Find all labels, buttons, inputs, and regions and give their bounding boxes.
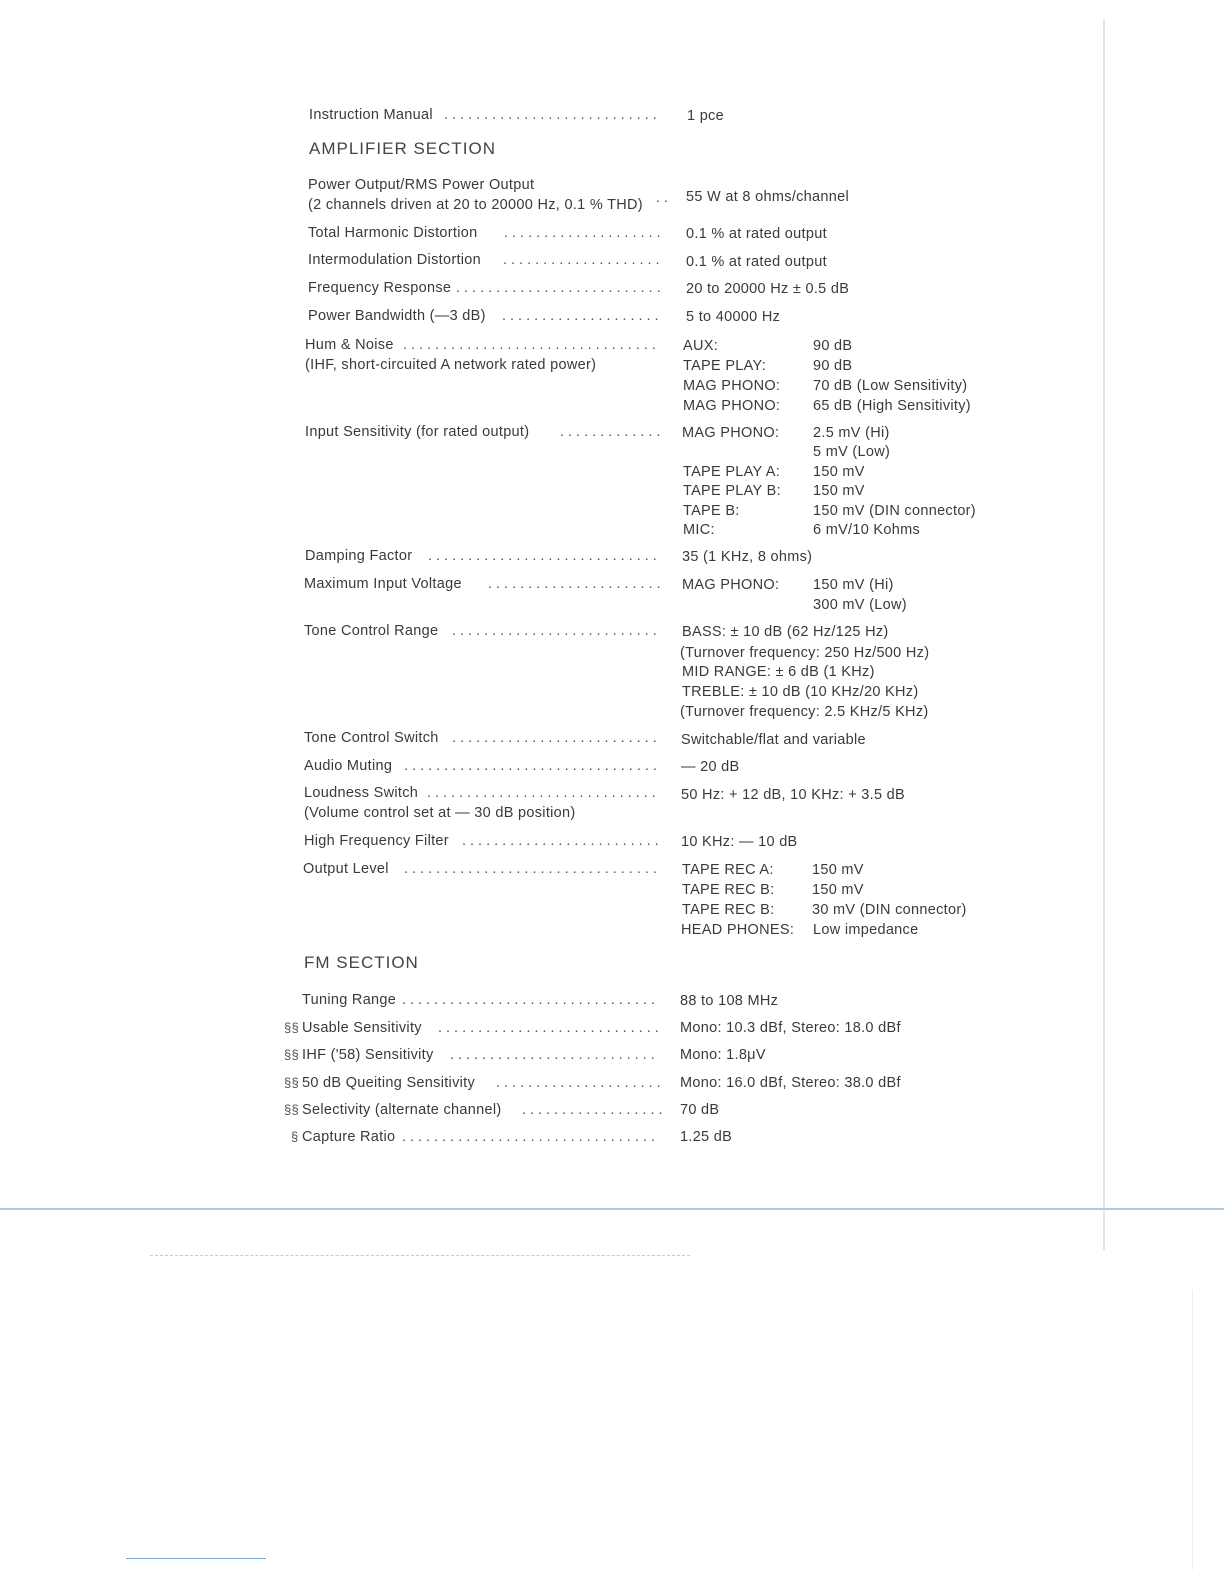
sub-value: 65 dB (High Sensitivity) bbox=[813, 398, 971, 414]
spec-value: 70 dB bbox=[680, 1102, 720, 1118]
section-mark: §§ bbox=[284, 1047, 300, 1062]
section-heading-fm: FM SECTION bbox=[304, 953, 419, 972]
spec-value: Mono: 10.3 dBf, Stereo: 18.0 dBf bbox=[680, 1020, 901, 1036]
dot-leader: .......................... bbox=[452, 730, 661, 746]
sub-line: BASS: ± 10 dB (62 Hz/125 Hz) bbox=[682, 624, 889, 640]
sub-key: MAG PHONO: bbox=[682, 577, 780, 593]
spec-value: Mono: 1.8μV bbox=[680, 1047, 766, 1063]
dot-leader: .......................... bbox=[456, 280, 665, 296]
dot-leader: ..................... bbox=[496, 1075, 665, 1091]
dot-leader: ............................ bbox=[438, 1020, 663, 1036]
spec-label: Power Bandwidth (—3 dB) bbox=[308, 308, 486, 324]
spec-label: Instruction Manual bbox=[309, 107, 433, 123]
sub-value: 150 mV (Hi) bbox=[813, 577, 894, 593]
dot-leader: ......................... bbox=[462, 833, 663, 849]
spec-label: Frequency Response bbox=[308, 280, 452, 296]
dot-leader: .................. bbox=[522, 1102, 667, 1118]
sub-key: TAPE REC B: bbox=[682, 902, 775, 918]
section-mark: §§ bbox=[284, 1020, 300, 1035]
section-mark: §§ bbox=[284, 1075, 300, 1090]
sub-value: 150 mV bbox=[813, 483, 865, 499]
page-divider-line bbox=[0, 1208, 1224, 1210]
spec-label: Maximum Input Voltage bbox=[304, 576, 462, 592]
spec-value: 20 to 20000 Hz ± 0.5 dB bbox=[686, 281, 850, 297]
spec-label: Input Sensitivity (for rated output) bbox=[305, 424, 530, 440]
dot-leader: ................................ bbox=[403, 337, 660, 353]
sub-key: TAPE REC B: bbox=[682, 882, 775, 898]
spec-label: IHF ('58) Sensitivity bbox=[302, 1047, 434, 1063]
sub-line: (Turnover frequency: 2.5 KHz/5 KHz) bbox=[680, 704, 929, 720]
dot-leader: ............................. bbox=[428, 548, 661, 564]
spec-label: Audio Muting bbox=[304, 758, 393, 774]
dot-leader: .................... bbox=[503, 252, 664, 268]
sub-value: 150 mV (DIN connector) bbox=[813, 503, 976, 519]
sub-value: 150 mV bbox=[812, 882, 864, 898]
sub-value: 30 mV (DIN connector) bbox=[812, 902, 967, 918]
spec-label: Damping Factor bbox=[305, 548, 413, 564]
dot-leader: .......................... bbox=[450, 1047, 659, 1063]
spec-value: 55 W at 8 ohms/channel bbox=[686, 189, 849, 205]
sub-value: 300 mV (Low) bbox=[813, 597, 907, 613]
bottom-blue-line bbox=[126, 1558, 266, 1559]
spec-value: — 20 dB bbox=[681, 759, 740, 775]
dot-leader: ...................... bbox=[488, 576, 665, 592]
dot-leader: .......................... bbox=[452, 623, 661, 639]
spec-label: Output Level bbox=[303, 861, 389, 877]
dot-leader: ............. bbox=[560, 424, 665, 440]
spec-label-line2: (Volume control set at — 30 dB position) bbox=[304, 805, 576, 821]
dot-leader: ................................ bbox=[402, 1129, 659, 1145]
spec-label: Usable Sensitivity bbox=[302, 1020, 422, 1036]
sub-value: 2.5 mV (Hi) bbox=[813, 425, 890, 441]
spec-value: 5 to 40000 Hz bbox=[686, 309, 781, 325]
sub-value: 150 mV bbox=[813, 464, 865, 480]
sub-value: 5 mV (Low) bbox=[813, 444, 891, 460]
spec-value: Switchable/flat and variable bbox=[681, 732, 866, 748]
sub-key: MAG PHONO: bbox=[683, 398, 781, 414]
dot-leader: ............................. bbox=[427, 785, 660, 801]
section-mark: §§ bbox=[284, 1102, 300, 1117]
sub-value: 90 dB bbox=[813, 358, 853, 374]
sub-key: MAG PHONO: bbox=[683, 378, 781, 394]
dot-leader: .................... bbox=[504, 225, 665, 241]
spec-label-line1: Loudness Switch bbox=[304, 785, 419, 801]
section-mark: § bbox=[291, 1129, 299, 1144]
sub-key: AUX: bbox=[683, 338, 719, 354]
dot-leader: ................................ bbox=[404, 758, 661, 774]
spec-value: 0.1 % at rated output bbox=[686, 254, 827, 270]
sub-key: MIC: bbox=[683, 522, 715, 538]
sub-key: TAPE PLAY: bbox=[683, 358, 767, 374]
sub-key: TAPE REC A: bbox=[682, 862, 774, 878]
spec-label: Total Harmonic Distortion bbox=[308, 225, 478, 241]
sub-value: 90 dB bbox=[813, 338, 853, 354]
dot-leader: .. bbox=[656, 190, 673, 206]
sub-value: Low impedance bbox=[813, 922, 919, 938]
spec-label-line1: Power Output/RMS Power Output bbox=[308, 177, 535, 193]
spec-label: Tuning Range bbox=[302, 992, 397, 1008]
spec-label-line1: Hum & Noise bbox=[305, 337, 394, 353]
sub-key: HEAD PHONES: bbox=[681, 922, 795, 938]
sub-key: TAPE B: bbox=[683, 503, 740, 519]
faint-dashed-line bbox=[150, 1255, 690, 1257]
sub-line: (Turnover frequency: 250 Hz/500 Hz) bbox=[680, 645, 930, 661]
spec-label: High Frequency Filter bbox=[304, 833, 449, 849]
sub-line: MID RANGE: ± 6 dB (1 KHz) bbox=[682, 664, 875, 680]
spec-label: Intermodulation Distortion bbox=[308, 252, 482, 268]
spec-label: Tone Control Switch bbox=[304, 730, 439, 746]
sub-key: TAPE PLAY A: bbox=[683, 464, 781, 480]
sub-line: TREBLE: ± 10 dB (10 KHz/20 KHz) bbox=[682, 684, 919, 700]
spec-label: 50 dB Queiting Sensitivity bbox=[302, 1075, 476, 1091]
spec-value: 10 KHz: — 10 dB bbox=[681, 834, 798, 850]
section-heading-amplifier: AMPLIFIER SECTION bbox=[309, 139, 497, 158]
right-scan-edge bbox=[1103, 20, 1105, 1250]
spec-label-line2: (2 channels driven at 20 to 20000 Hz, 0.1 % THD) bbox=[308, 197, 643, 213]
spec-value: 0.1 % at rated output bbox=[686, 226, 827, 242]
far-right-scan-edge bbox=[1192, 1290, 1193, 1570]
spec-value: 88 to 108 MHz bbox=[680, 993, 779, 1009]
sub-value: 150 mV bbox=[812, 862, 864, 878]
spec-label: Tone Control Range bbox=[304, 623, 439, 639]
dot-leader: .................... bbox=[502, 308, 663, 324]
spec-value: Mono: 16.0 dBf, Stereo: 38.0 dBf bbox=[680, 1075, 901, 1091]
spec-value: 1.25 dB bbox=[680, 1129, 733, 1145]
dot-leader: ........................... bbox=[444, 107, 661, 123]
spec-value: 35 (1 KHz, 8 ohms) bbox=[682, 549, 813, 565]
spec-label-line2: (IHF, short-circuited A network rated power) bbox=[305, 357, 597, 373]
sub-value: 6 mV/10 Kohms bbox=[813, 522, 921, 538]
sub-value: 70 dB (Low Sensitivity) bbox=[813, 378, 968, 394]
dot-leader: ................................ bbox=[402, 992, 659, 1008]
spec-value: 50 Hz: + 12 dB, 10 KHz: + 3.5 dB bbox=[681, 787, 906, 803]
spec-value: 1 pce bbox=[687, 108, 724, 124]
sub-key: TAPE PLAY B: bbox=[683, 483, 781, 499]
spec-label: Selectivity (alternate channel) bbox=[302, 1102, 502, 1118]
dot-leader: ................................ bbox=[404, 861, 661, 877]
sub-key: MAG PHONO: bbox=[682, 425, 780, 441]
spec-label: Capture Ratio bbox=[302, 1129, 396, 1145]
